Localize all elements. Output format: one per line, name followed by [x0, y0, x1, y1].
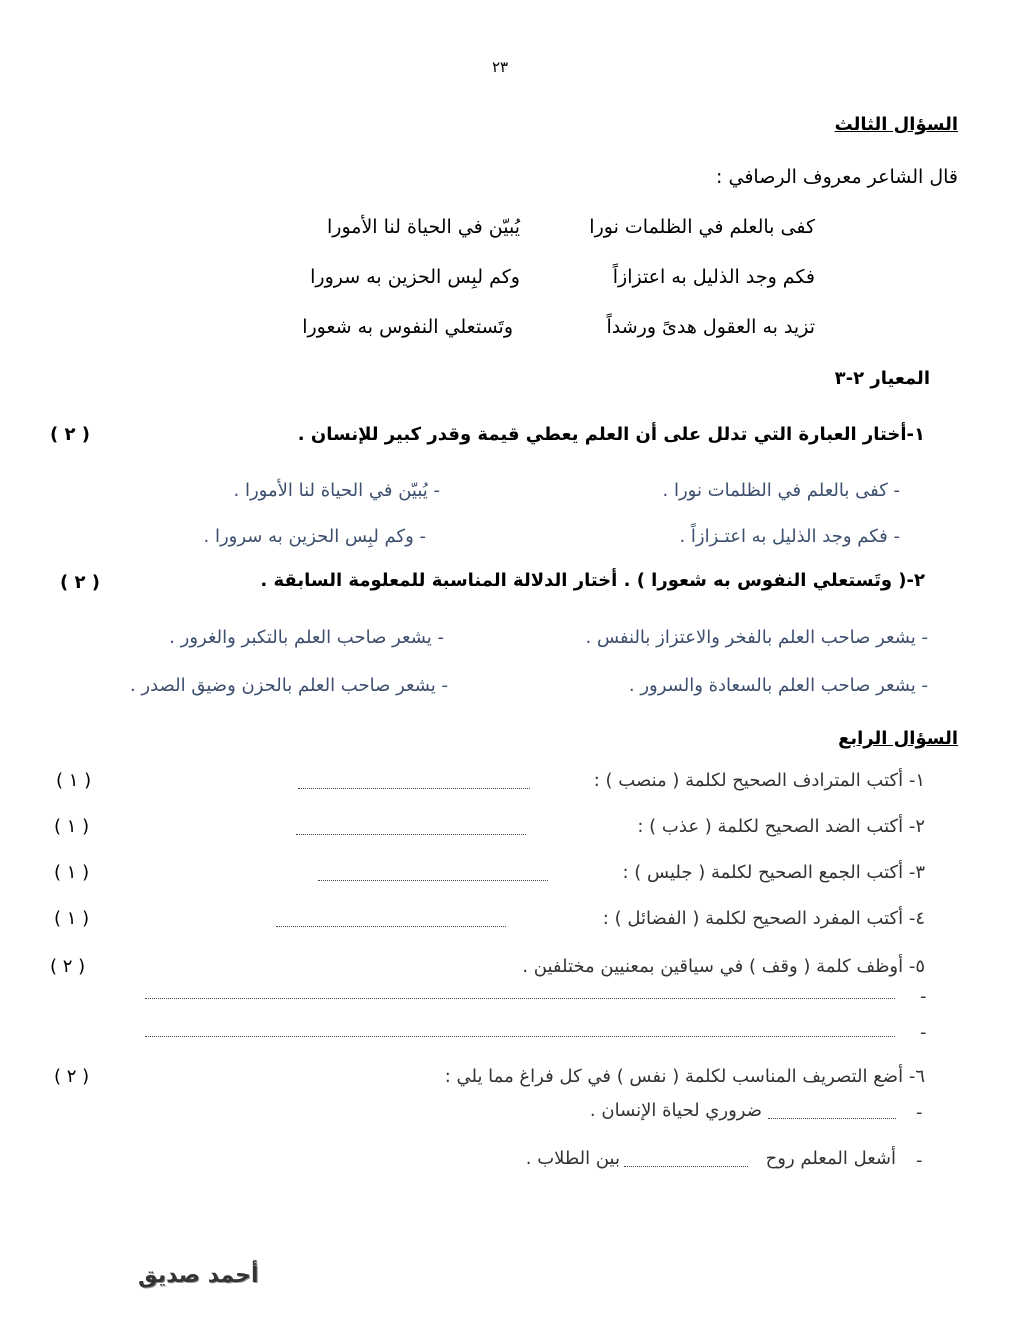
q3-item1-option-1[interactable]: - كفى بالعلم في الظلمات نورا .	[662, 480, 900, 501]
q3-item2-option-4[interactable]: - يشعر صاحب العلم بالحزن وضيق الصدر .	[129, 675, 448, 696]
q4-item2-text: ٢- أكتب الضد الصحيح لكلمة ( عذب ) :	[637, 816, 925, 837]
q4-item5-answer-line-2[interactable]	[145, 1036, 895, 1037]
q4-item2-answer-line[interactable]	[296, 834, 526, 835]
standard-label: المعيار ٢-٣	[834, 368, 930, 389]
q4-item3-answer-line[interactable]	[318, 880, 548, 881]
q4-fill1-text: ضروري لحياة الإنسان .	[589, 1100, 762, 1121]
q4-heading: السؤال الرابع	[838, 728, 958, 749]
q4-item5-dash-1: -	[920, 986, 927, 1007]
q3-item1-text: ١-أختار العبارة التي تدلل على أن العلم يعطي قيمة وقدر كبير للإنسان .	[297, 424, 925, 445]
q3-item2-option-1[interactable]: - يشعر صاحب العلم بالفخر والاعتزاز بالنفس .	[585, 627, 928, 648]
verse-2-second: وكم لبِس الحزين به سرورا	[310, 266, 520, 288]
q4-item6-mark: ( ٢ )	[54, 1066, 90, 1087]
q4-item6-dash-2: -	[916, 1150, 923, 1171]
q4-item4-answer-line[interactable]	[276, 926, 506, 927]
q3-item1-mark: ( ٢ )	[50, 424, 90, 445]
q3-item2-mark: ( ٢ )	[60, 572, 100, 593]
q4-item4-text: ٤- أكتب المفرد الصحيح لكلمة ( الفضائل ) :	[602, 908, 925, 929]
q3-item2-option-2[interactable]: - يشعر صاحب العلم بالتكبر والغرور .	[169, 627, 444, 648]
q4-item5-dash-2: -	[920, 1022, 927, 1043]
q4-item5-mark: ( ٢ )	[50, 956, 86, 977]
verse-1-first: كفى بالعلم في الظلمات نورا	[589, 216, 815, 238]
q4-item5-text: ٥- أوظف كلمة ( وقف ) في سياقين بمعنيين مختلفين .	[522, 956, 925, 977]
q4-item4-mark: ( ١ )	[54, 908, 90, 929]
q3-item2-text: ٢-( وتَستعلي النفوس به شعورا ) . أختار الدلالة المناسبة للمعلومة السابقة .	[260, 570, 925, 591]
q4-item2-mark: ( ١ )	[54, 816, 90, 837]
q4-item6-text: ٦- أضع التصريف المناسب لكلمة ( نفس ) في كل فراغ مما يلي :	[444, 1066, 925, 1087]
q3-heading: السؤال الثالث	[834, 114, 958, 135]
verse-3-second: وتَستعلي النفوس به شعورا	[302, 316, 513, 338]
q4-item3-mark: ( ١ )	[54, 862, 90, 883]
q4-item1-text: ١- أكتب المترادف الصحيح لكلمة ( منصب ) :	[593, 770, 925, 791]
q4-item3-text: ٣- أكتب الجمع الصحيح لكلمة ( جليس ) :	[622, 862, 925, 883]
q4-item1-mark: ( ١ )	[56, 770, 92, 791]
q4-item6-dash-1: -	[916, 1102, 923, 1123]
verse-3-first: تزيد به العقول هدىً ورشداً	[606, 316, 815, 338]
q3-item2-option-3[interactable]: - يشعر صاحب العلم بالسعادة والسرور .	[628, 675, 928, 696]
q4-fill1-blank[interactable]	[768, 1118, 896, 1119]
q4-fill2-blank[interactable]	[624, 1166, 748, 1167]
author-signature: أحمد صديق	[138, 1263, 259, 1288]
q3-item1-option-3[interactable]: - فكم وجد الذليل به اعتـزازاً .	[679, 526, 900, 547]
q3-intro: قال الشاعر معروف الرصافي :	[716, 166, 958, 188]
q3-item1-option-2[interactable]: - يُبيّن في الحياة لنا الأمورا .	[233, 480, 440, 501]
verse-1-second: يُبيّن في الحياة لنا الأمورا	[327, 216, 520, 238]
verse-2-first: فكم وجد الذليل به اعتزازاً	[612, 266, 815, 288]
q4-fill2-text-b: بين الطلاب .	[525, 1148, 620, 1169]
q4-item5-answer-line-1[interactable]	[145, 998, 895, 999]
q3-item1-option-4[interactable]: - وكم لبِس الحزين به سرورا .	[203, 526, 426, 547]
q4-fill2-text-a: أشعل المعلم روح	[765, 1148, 896, 1169]
q4-item1-answer-line[interactable]	[298, 788, 530, 789]
page-number: ٢٣	[491, 58, 509, 76]
